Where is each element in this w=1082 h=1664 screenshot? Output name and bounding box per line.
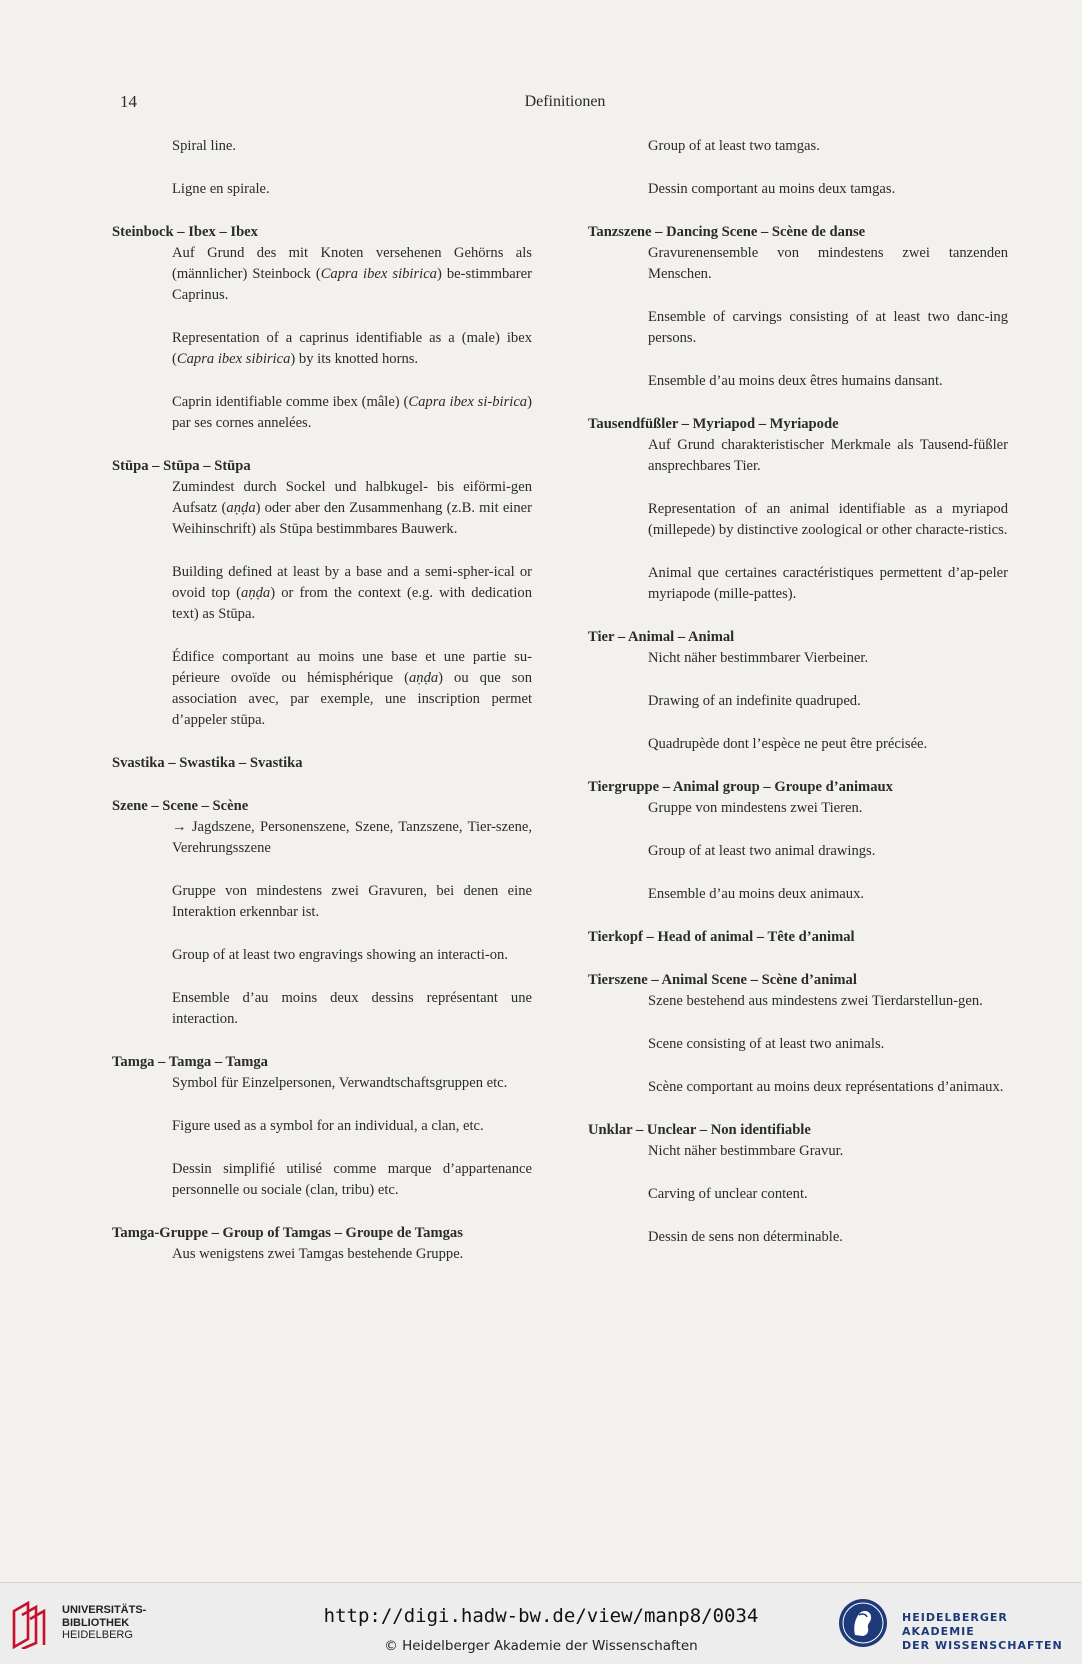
entry-head: Tausendfüßler – Myriapod – Myriapode <box>588 416 839 432</box>
entry-tamga-gruppe <box>112 1223 532 1265</box>
entry-text: Ensemble d’au moins deux dessins représentant une interaction. <box>172 990 532 1027</box>
entry-text: Auf Grund charakteristischer Merkmale als Tausend-füßler ansprechbares Tier. <box>648 437 1008 474</box>
academy-seal-icon[interactable] <box>837 1597 889 1649</box>
entry-text: Zumindest durch Sockel und halbkugel- bis eiförmi-gen Aufsatz (aṇḍa) oder aber den Zusammenhang (z.B. mit einer Weihinschrift) als Stūpa bestimmbares Bauwerk. <box>172 479 532 537</box>
entry-text: Quadrupède dont l’espèce ne peut être précisée. <box>648 736 928 752</box>
viewer-footer <box>0 1582 1082 1664</box>
entry-tierkopf <box>588 927 1008 948</box>
entry-tierszene <box>588 970 1008 1098</box>
cont-line: Dessin comportant au moins deux tamgas. <box>648 181 896 197</box>
entry-text: Gruppe von mindestens zwei Gravuren, bei denen eine Interaktion erkennbar ist. <box>172 883 532 920</box>
entry-head: Unklar – Unclear – Non identifiable <box>588 1122 811 1138</box>
entry-text: Figure used as a symbol for an individual, a clan, etc. <box>172 1118 484 1134</box>
page-number: 14 <box>120 92 137 111</box>
entry-unklar <box>588 1120 1008 1248</box>
entry-tanzszene <box>588 222 1008 392</box>
entry-head: Tier – Animal – Animal <box>588 629 735 645</box>
entry-text: Dessin simplifié utilisé comme marque d’appartenance personnelle ou sociale (clan, tribu) etc. <box>172 1161 532 1198</box>
entry-text: Édifice comportant au moins une base et une partie su-périeure ovoïde ou hémisphérique (aṇḍa) ou que son association avec, par exemple, une inscription permet d’appeler stūpa. <box>172 649 533 728</box>
entry-tiergruppe <box>588 777 1008 905</box>
entry-head: Tamga-Gruppe – Group of Tamgas – Groupe de Tamgas <box>112 1225 463 1241</box>
entry-tamga <box>112 1052 532 1201</box>
entry-text: Building defined at least by a base and a semi-spher-ical or ovoid top (aṇḍa) or from the context (e.g. with dedication text) as Stūpa. <box>172 564 532 622</box>
entry-szene <box>112 796 532 1030</box>
entry-text: Ensemble d’au moins deux êtres humains dansant. <box>648 373 943 389</box>
entry-head: Szene – Scene – Scène <box>112 798 249 814</box>
entry-head: Svastika – Swastika – Svastika <box>112 755 303 771</box>
permalink-url[interactable]: http://digi.hadw-bw.de/view/manp8/0034 <box>323 1605 759 1627</box>
entry-text: Scène comportant au moins deux représentations d’animaux. <box>648 1079 1004 1095</box>
entry-text: Group of at least two animal drawings. <box>648 843 876 859</box>
entry-tier <box>588 627 1008 755</box>
entry-head: Stūpa – Stūpa – Stūpa <box>112 458 251 474</box>
academy-name: HEIDELBERGER AKADEMIE DER WISSENSCHAFTEN <box>902 1611 1063 1652</box>
entry-text: Dessin de sens non déterminable. <box>648 1229 843 1245</box>
entry-steinbock <box>112 222 532 434</box>
cont-line: Group of at least two tamgas. <box>648 138 820 154</box>
entry-text: Nicht näher bestimmbarer Vierbeiner. <box>648 650 869 666</box>
left-column <box>112 136 532 1287</box>
entry-text: Group of at least two engravings showing an interacti-on. <box>172 947 508 963</box>
entry-head: Steinbock – Ibex – Ibex <box>112 224 258 240</box>
cont-line: Ligne en spirale. <box>172 181 270 197</box>
entry-head: Tanzszene – Dancing Scene – Scène de danse <box>588 224 866 240</box>
right-column <box>588 136 1008 1270</box>
copyright-notice: © Heidelberger Akademie der Wissenschaften <box>384 1638 698 1654</box>
running-head: Definitionen <box>524 93 606 110</box>
entry-text: Ensemble d’au moins deux animaux. <box>648 886 865 902</box>
entry-text: Symbol für Einzelpersonen, Verwandtschaftsgruppen etc. <box>172 1075 508 1091</box>
entry-head: Tiergruppe – Animal group – Groupe d’animaux <box>588 779 893 795</box>
entry-text: Szene bestehend aus mindestens zwei Tierdarstellun-gen. <box>648 993 983 1009</box>
entry-text: Animal que certaines caractéristiques permettent d’ap-peler myriapode (mille-pattes). <box>648 565 1008 602</box>
entry-stupa <box>112 456 532 731</box>
entry-text: → Jagdszene, Personenszene, Szene, Tanzszene, Tier-szene, Verehrungsszene <box>172 819 532 856</box>
entry-text: Representation of an animal identifiable as a myriapod (millepede) by distinctive zoological or other characte-ristics. <box>648 501 1008 538</box>
entry-text: Aus wenigstens zwei Tamgas bestehende Gruppe. <box>172 1246 464 1262</box>
university-library-name: UNIVERSITÄTS- BIBLIOTHEK HEIDELBERG <box>62 1604 147 1641</box>
entry-text: Nicht näher bestimmbare Gravur. <box>648 1143 844 1159</box>
entry-svastika <box>112 753 532 774</box>
entry-text: Carving of unclear content. <box>648 1186 808 1202</box>
entry-text: Auf Grund des mit Knoten versehenen Gehörns als (männlicher) Steinbock (Capra ibex sibirica) be-stimmbarer Caprinus. <box>172 245 532 303</box>
cont-line: Spiral line. <box>172 138 237 154</box>
entry-text: Gruppe von mindestens zwei Tieren. <box>648 800 863 816</box>
entry-tausendfuessler <box>588 414 1008 605</box>
entry-text: Representation of a caprinus identifiable as a (male) ibex (Capra ibex sibirica) by its knotted horns. <box>172 330 532 367</box>
entry-head: Tierkopf – Head of animal – Tête d’animal <box>588 929 855 945</box>
entry-text: Drawing of an indefinite quadruped. <box>648 693 861 709</box>
entry-text: Gravurenensemble von mindestens zwei tanzenden Menschen. <box>648 245 1008 282</box>
entry-text: Scene consisting of at least two animals. <box>648 1036 885 1052</box>
entry-head: Tamga – Tamga – Tamga <box>112 1054 268 1070</box>
entry-head: Tierszene – Animal Scene – Scène d’animal <box>588 972 857 988</box>
entry-text: Ensemble of carvings consisting of at least two danc-ing persons. <box>648 309 1008 346</box>
entry-text: Caprin identifiable comme ibex (mâle) (Capra ibex si-birica) par ses cornes annelées. <box>172 394 532 431</box>
